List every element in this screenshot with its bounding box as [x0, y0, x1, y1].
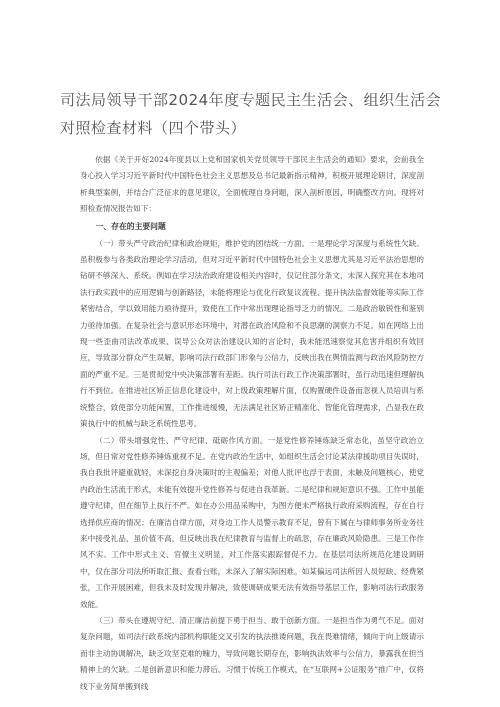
- body-paragraph: （三）带头在遵规守纪、清正廉洁前提下勇于担当、敢于创新方面。一是担当作为勇气不足。面对复杂问题，如司法行政系统内部机构职能交叉引发的执法推诿问题，我在畏难情绪，倾向于向上级请示而非主动协调解决，缺乏攻坚克难的魄力，导致问题长期存在，影响执法效率与公信力，暴露我在担当精神上的欠缺。二是创新意识和能力滞后。习惯于传统工作模式，在“互联网+公证服务”推广中，仅将线下业务简单搬到线: [80, 615, 424, 691]
- body-paragraph: （二）带头增强党性、严守纪律、砥砺作风方面。一是党性修养锤炼缺乏常态化，虽坚守政治立场，但日常对党性修养锤炼重视不足。在党内政治生活中，如组织生活会讨论某法律援助项目失误时，我自我批评避重就轻，未深挖自身决策时的主观偏差；对他人批评也浮于表面，未触及问题核心，使党内政治生活流于形式，未能有效提升党性修养与促进自我革新。二是纪律和规矩意识不强。工作中虽能遵守纪律，但在细节上执行不严。如在办公用品采购中，为图方便未严格执行政府采购流程，存在自行选择供应商的情况；在廉洁自律方面，对身边工作人员警示教育不足，曾有下属在与律师事务所业务往来中接受礼品，虽价值不高，但反映出我在纪律教育与监督上的疏忽，存在廉政风险隐患。三是工作作风不实。工作中形式主义、官僚主义明显，对工作落实跟踪督促不力。在基层司法所规范化建设调研中，仅在部分司法所听取汇报、查看台账，未深入了解实际困难。如某偏远司法所因人员短缺、经费紧张，工作开展困难，但我未及时发现并解决，致使调研成果无法有效指导基层工作，影响司法行政服务效能。: [80, 435, 424, 609]
- document-title: 司法局领导干部2024年度专题民主生活会、组织生活会对照检查材料（四个带头）: [60, 91, 442, 137]
- body-paragraph: （一）带头严守政治纪律和政治规矩，维护党的团结统一方面。一是理论学习深度与系统性欠缺。虽积极参与各类政治理论学习活动，但对习近平新时代中国特色社会主义思想尤其是习近平法治思想的钻研不够深入、系统。例如在学习法治政府建设相关内容时，仅记住部分条文，未深入探究其在本地司法行政实践中的应用逻辑与创新路径，未能将理论与优化行政复议流程、提升执法监督效能等实际工作紧密结合，学以致用能力亟待提升，致使在工作中常出现理论指导乏力的情况。二是政治敏锐性和鉴别力亟待加强。在复杂社会与意识形态环境中，对潜在政治风险和不良思潮的洞察力不足。如在网络上出现一些歪曲司法改革成果、误导公众对法治建设认知的言论时，我未能迅速察觉其危害并组织有效回应，导致部分群众产生误解，影响司法行政部门形象与公信力，反映出我在舆情监测与政治风险防控方面的严重不足。三是贯彻党中央决策部署有差距。执行司法行政工作决策部署时，虽行动迅速但理解执行不到位。在推进社区矫正信息化建设中，对上级政策理解片面，仅购置硬件设备而忽视人员培训与系统整合，致使部分功能闲置，工作推进缓慢，无法满足社区矫正精准化、智能化管理需求，凸显我在政策执行中的机械与缺乏系统性思考。: [80, 238, 424, 429]
- document-body: [80, 152, 424, 695]
- intro-paragraph: 依据《关于开好2024年度县以上党和国家机关党员领导干部民主生活会的通知》要求，会前我全身心投入学习习近平新时代中国特色社会主义思想及总书记最新指示精神，积极开展理论研讨，深度剖析典型案例，并结合广泛征求的意见建议，全面梳理自身问题，深入剖析原因，明确整改方向。现将对照检查情况报告如下：: [80, 155, 424, 214]
- section-heading: 一、存在的主要问题: [95, 221, 166, 231]
